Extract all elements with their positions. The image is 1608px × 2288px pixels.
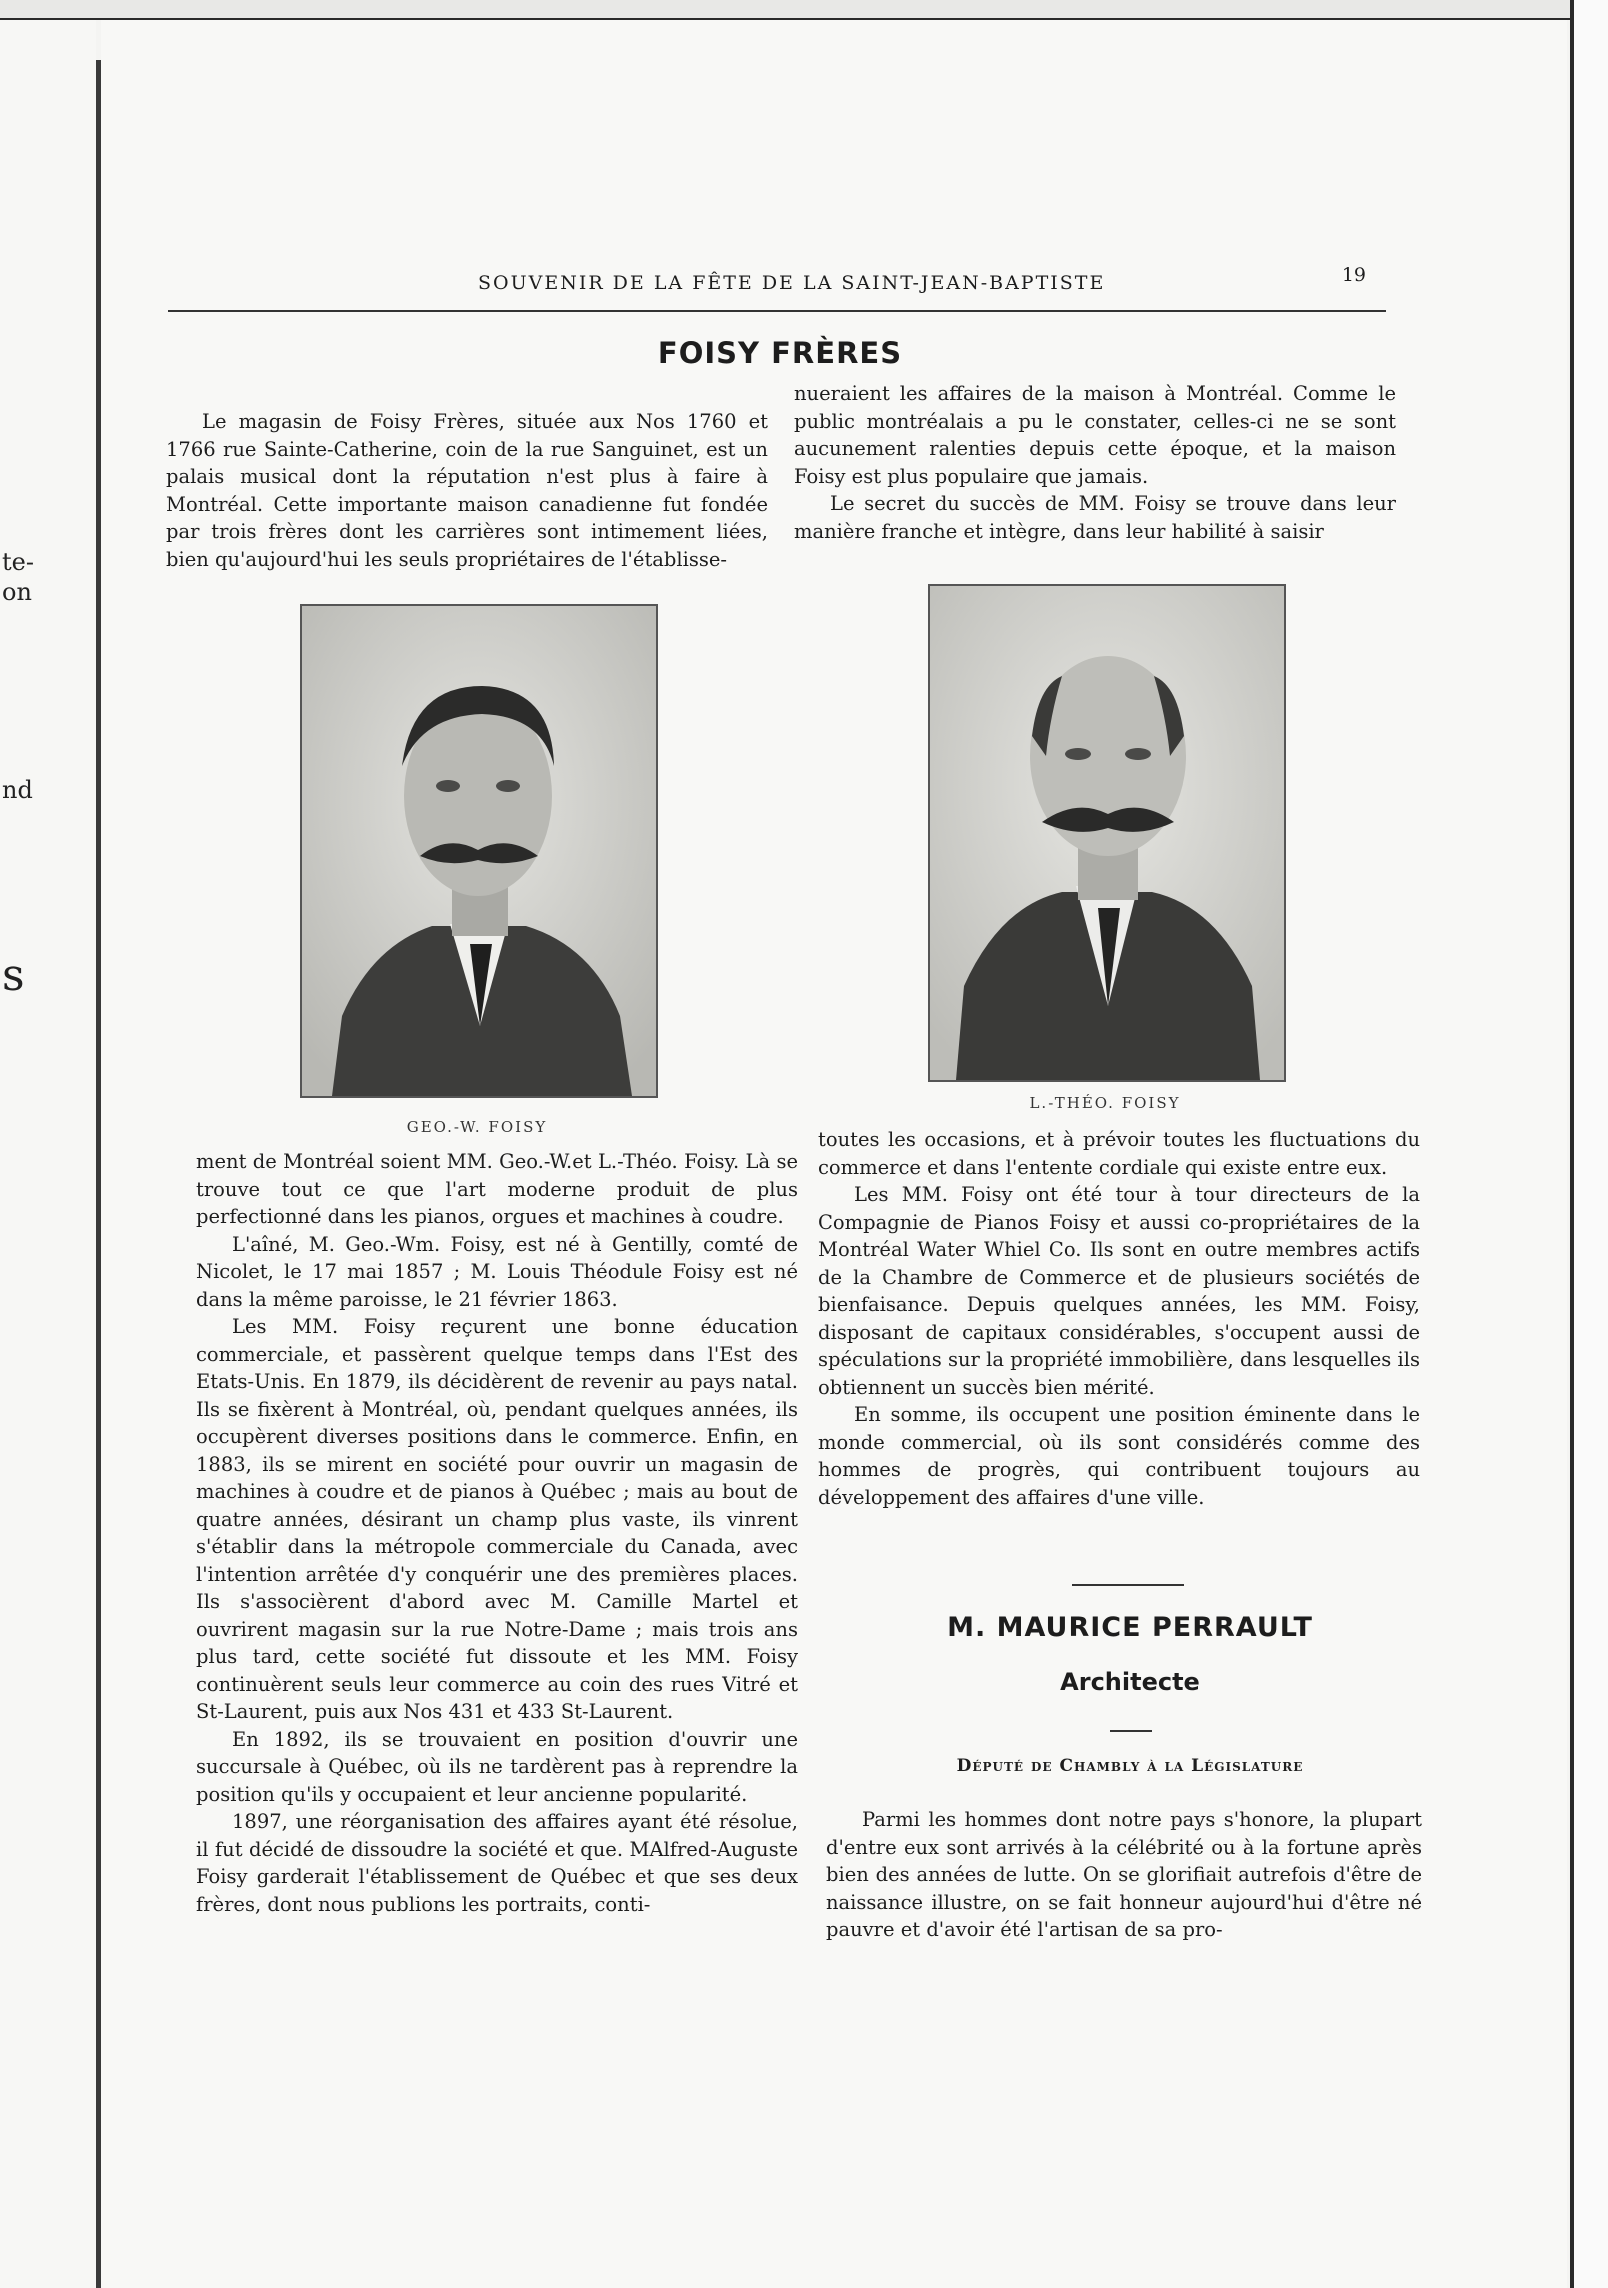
col2-bottom-text [818, 1126, 1420, 1511]
portrait-geo-w-foisy [300, 604, 658, 1098]
paragraph: En somme, ils occupent une position éminente dans le monde commercial, où ils sont considérés comme des hommes de progrès, qui contribuent toujours au développement des affaires d'une ville. [818, 1403, 1420, 1509]
adjacent-page-strip [0, 18, 96, 2288]
article-kicker: Député de Chambly à la Législature [956, 1756, 1304, 1776]
col1-top-text [166, 408, 768, 573]
paragraph: 1897, une réorganisation des affaires ayant été résolue, il fut décidé de dissoudre la société et que. MAlfred-Auguste Foisy garderait l'établissement de Québec et que ses deux frères, dont nous publions les portraits, conti- [196, 1810, 798, 1916]
bleed-text-4: s [2, 950, 25, 1001]
paragraph: Les MM. Foisy reçurent une bonne éducation commerciale, et passèrent quelque temps dans l'Est des Etats-Unis. En 1879, ils décidèrent de revenir au pays natal. Ils se fixèrent à Montréal, où, pendant quelques années, ils occupèrent diverses positions dans le commerce. Enfin, en 1883, ils se mirent en société pour ouvrir un magasin de machines à coudre et de pianos à Québec ; mais au bout de quatre années, désirant un champ plus vaste, ils vinrent s'établir dans la métropole commerciale du Canada, avec l'intention arrêtée d'y conquérir une des premières places. Ils s'associèrent d'abord avec M. Camille Martel et ouvrirent magasin sur la rue Notre-Dame ; mais trois ans plus tard, cette société fut dissoute et les MM. Foisy continuèrent seuls leur commerce au coin des rues Vitré et St-Laurent, puis aux Nos 431 et 433 St-Laurent. [196, 1315, 798, 1723]
article-subtitle: Architecte [1060, 1668, 1200, 1696]
running-header [168, 264, 1386, 312]
col2-top-text [794, 380, 1396, 545]
portrait-image [302, 606, 656, 1096]
paragraph: L'aîné, M. Geo.-Wm. Foisy, est né à Gentilly, comté de Nicolet, le 17 mai 1857 ; M. Louis Théodule Foisy est né dans la même paroisse, le 21 février 1863. [196, 1232, 798, 1311]
article-title-perrault: M. MAURICE PERRAULT [947, 1612, 1313, 1643]
paragraph: En 1892, ils se trouvaient en position d'ouvrir une succursale à Québec, où ils ne tardèrent pas à reprendre la position qu'ils y occupaient et leur ancienne popularité. [196, 1727, 798, 1806]
portrait-l-theo-foisy [928, 584, 1286, 1082]
page-number: 19 [1341, 264, 1366, 286]
paragraph: ment de Montréal soient MM. Geo.-W.et L.-Théo. Foisy. Là se trouve tout ce que l'art moderne produit de plus perfectionné dans les pianos, orgues et machines à coudre. [196, 1150, 798, 1228]
caption-l-theo-foisy: L.-THÉO. FOISY [1029, 1094, 1181, 1112]
caption-geo-w-foisy: GEO.-W. FOISY [406, 1118, 548, 1136]
section-divider [1072, 1584, 1184, 1586]
paragraph: Le magasin de Foisy Frères, située aux Nos 1760 et 1766 rue Sainte-Catherine, coin de la rue Sanguinet, est un palais musical dont la réputation n'est plus à faire à Montréal. Cette importante maison canadienne fut fondée par trois frères dont les carrières sont intimement liées, bien qu'aujourd'hui les seuls propriétaires de l'établisse- [166, 410, 768, 571]
paragraph: Parmi les hommes dont notre pays s'honore, la plupart d'entre eux sont arrivés à la célébrité ou à la fortune après bien des années de lutte. On se glorifiait autrefois d'être de naissance illustre, on se fait honneur aujourd'hui d'être né pauvre et d'avoir été l'artisan de sa pro- [826, 1808, 1422, 1941]
col1-bottom-text [196, 1148, 798, 1918]
paragraph: Le secret du succès de MM. Foisy se trouve dans leur manière franche et intègre, dans leur habilité à saisir [794, 492, 1396, 543]
bleed-text-3: nd [2, 776, 33, 804]
portrait-image [930, 586, 1284, 1080]
perrault-body-text [826, 1806, 1422, 1944]
paragraph: nueraient les affaires de la maison à Montréal. Comme le public montréalais a pu le constater, celles-ci ne se sont aucunement ralenties depuis cette époque, et la maison Foisy est plus populaire que jamais. [794, 382, 1396, 488]
subtitle-divider [1110, 1730, 1152, 1732]
paragraph: toutes les occasions, et à prévoir toutes les fluctuations du commerce et dans l'entente cordiale qui existe entre eux. [818, 1128, 1420, 1179]
scan-top-edge [0, 0, 1608, 20]
paragraph: Les MM. Foisy ont été tour à tour directeurs de la Compagnie de Pianos Foisy et aussi co-propriétaires de la Montréal Water Whiel Co. Ils sont en outre membres actifs de la Chambre de Commerce et de plusieurs sociétés de bienfaisance. Depuis quelques années, les MM. Foisy, disposant de capitaux considérables, s'occupent aussi de spéculations sur la propriété immobilière, dans lesquelles ils obtiennent un succès bien mérité. [818, 1183, 1420, 1399]
running-title: SOUVENIR DE LA FÊTE DE LA SAINT-JEAN-BAPTISTE [478, 272, 1106, 294]
article-title-foisy: FOISY FRÈRES [657, 336, 903, 370]
scan-right-edge [1570, 0, 1608, 2288]
bleed-text-1: te- [2, 548, 34, 576]
bleed-text-2: on [2, 578, 32, 606]
